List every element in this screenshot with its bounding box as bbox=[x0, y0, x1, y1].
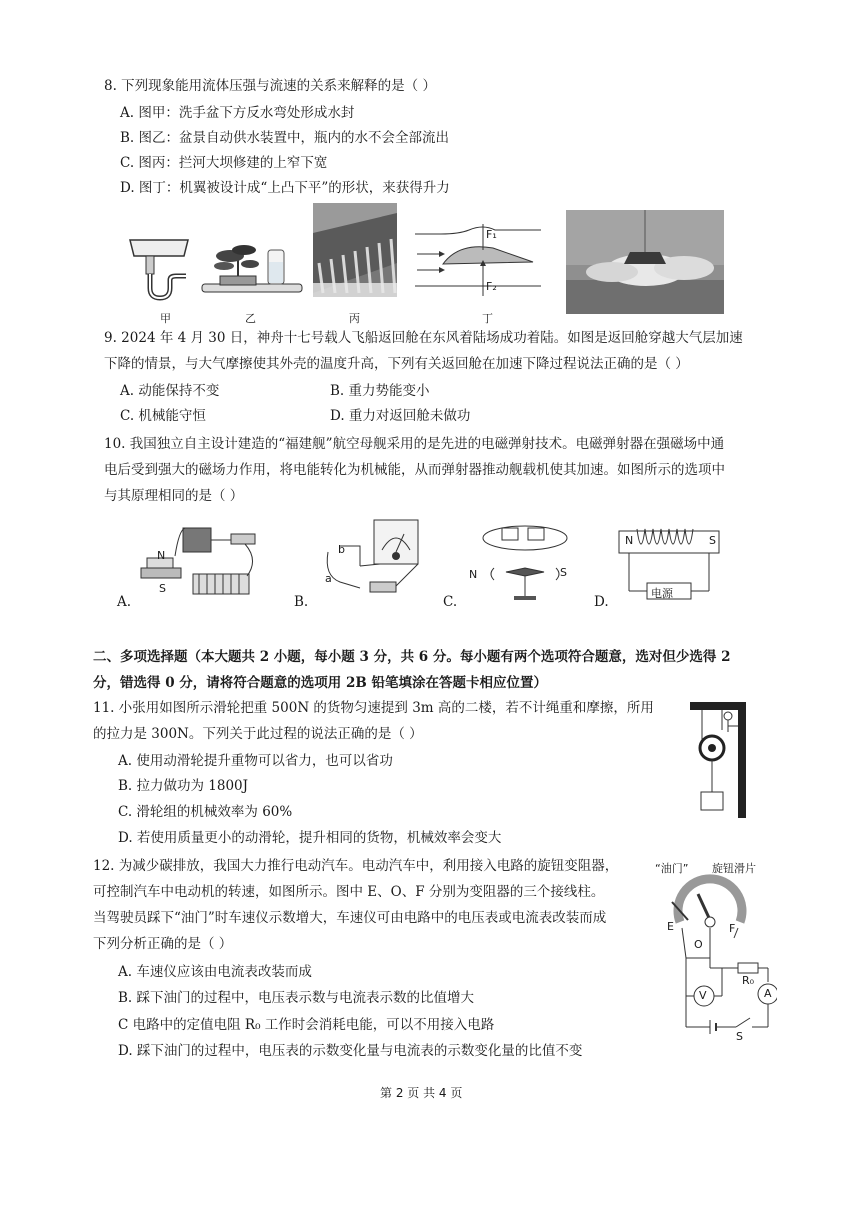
q10-stem-line1: 10. 我国独立自主设计建造的“福建舰”航空母舰采用的是先进的电磁弹射技术。电磁弹射器在强磁场中通 bbox=[104, 436, 725, 452]
return-capsule-photo bbox=[566, 210, 724, 314]
q12-stem-line4: 下列分析正确的是（ ） bbox=[93, 936, 233, 952]
q11-option-b: B. 拉力做功为 1800J bbox=[118, 778, 249, 794]
q12-option-b: B. 踩下油门的过程中，电压表示数与电流表示数的比值增大 bbox=[118, 990, 475, 1006]
q12-fig-label-r0: R₀ bbox=[742, 974, 755, 987]
q10-stem-line3: 与其原理相同的是（ ） bbox=[104, 488, 244, 504]
q10-option-b: B. bbox=[294, 594, 309, 610]
option-b-label-b: b bbox=[338, 543, 345, 556]
q10-option-d: D. bbox=[594, 594, 609, 610]
caption-yi: 乙 bbox=[245, 312, 256, 325]
q12-stem-line2: 可控制汽车中电动机的转速，如图所示。图中 E、O、F 分别为变阻器的三个接线柱。 bbox=[93, 884, 605, 900]
force-label-f1: F₁ bbox=[486, 228, 497, 241]
option-b-generator-figure bbox=[320, 516, 425, 602]
q12-fig-label-pedal: “油门” bbox=[655, 862, 689, 875]
q8-option-c: C. 图丙：拦河大坝修建的上窄下宽 bbox=[120, 155, 328, 171]
option-c-label-n: N bbox=[469, 568, 478, 581]
section2-heading-line2: 分，错选得 0 分，请将符合题意的选项用 2B 铅笔填涂在答题卡相应位置） bbox=[93, 675, 547, 691]
q8-option-b: B. 图乙：盆景自动供水装置中，瓶内的水不会全部流出 bbox=[120, 130, 450, 146]
q8-option-a: A. 图甲：洗手盆下方反水弯处形成水封 bbox=[120, 105, 355, 121]
q12-option-c: C 电路中的定值电阻 R₀ 工作时会消耗电能，可以不用接入电路 bbox=[118, 1017, 495, 1033]
q9-option-a: A. 动能保持不变 bbox=[120, 383, 220, 399]
force-label-f2: F₂ bbox=[486, 280, 497, 293]
q11-option-d: D. 若使用质量更小的动滑轮，提升相同的货物，机械效率会变大 bbox=[118, 830, 502, 846]
q12-fig-label-ammeter: A bbox=[764, 987, 772, 1000]
q12-stem-line3: 当驾驶员踩下“油门”时车速仪示数增大，车速仪可由电路中的电压表或电流表改装而成 bbox=[93, 910, 607, 926]
bonsai-bottle-figure bbox=[200, 240, 305, 300]
q10-option-a: A. bbox=[117, 594, 132, 610]
q11-option-a: A. 使用动滑轮提升重物可以省力，也可以省功 bbox=[118, 753, 393, 769]
q12-fig-label-switch: S bbox=[736, 1030, 743, 1043]
q9-option-d: D. 重力对返回舱未做功 bbox=[330, 408, 471, 424]
q12-fig-label-slider: 旋钮滑片 bbox=[712, 862, 756, 875]
q9-stem-line1: 9. 2024 年 4 月 30 日，神舟十七号载人飞船返回舱在东风着陆场成功着陆。如图是返回舱穿越大气层加速 bbox=[104, 330, 743, 346]
option-c-label-s: S bbox=[560, 566, 567, 579]
q12-fig-label-e: E bbox=[667, 920, 674, 933]
caption-bing: 丙 bbox=[349, 312, 360, 325]
q11-stem-line2: 的拉力是 300N。下列关于此过程的说法正确的是（ ） bbox=[93, 726, 423, 742]
q9-stem-line2: 下降的情景，与大气摩擦使其外壳的温度升高，下列有关返回舱在加速下降过程说法正确的是（ ） bbox=[104, 356, 689, 372]
option-d-label-n: N bbox=[625, 534, 634, 547]
q11-option-c: C. 滑轮组的机械效率为 60% bbox=[118, 804, 293, 820]
option-a-label-s: S bbox=[159, 582, 166, 595]
q8-option-d: D. 图丁：机翼被设计成“上凸下平”的形状，来获得升力 bbox=[120, 180, 450, 196]
q12-fig-label-voltmeter: V bbox=[699, 989, 707, 1002]
q9-option-b: B. 重力势能变小 bbox=[330, 383, 430, 399]
section2-heading-line1: 二、多项选择题（本大题共 2 小题，每小题 3 分，共 6 分。每小题有两个选项符合题意，选对但少选得 2 bbox=[93, 649, 731, 665]
option-a-label-n: N bbox=[157, 549, 166, 562]
q12-option-a: A. 车速仪应该由电流表改装而成 bbox=[118, 964, 312, 980]
q9-option-c: C. 机械能守恒 bbox=[120, 408, 206, 424]
q12-stem-line1: 12. 为减少碳排放，我国大力推行电动汽车。电动汽车中，利用接入电路的旋钮变阻器， bbox=[93, 858, 619, 874]
page-footer: 第 2 页 共 4 页 bbox=[380, 1086, 463, 1100]
q11-stem-line1: 11. 小张用如图所示滑轮把重 500N 的货物匀速提到 3m 高的二楼，若不计绳重和摩擦，所用 bbox=[93, 700, 654, 716]
q12-option-d: D. 踩下油门的过程中，电压表的示数变化量与电流表的示数变化量的比值不变 bbox=[118, 1043, 583, 1059]
pulley-figure bbox=[688, 700, 750, 820]
option-d-label-power: 电源 bbox=[651, 587, 673, 600]
option-b-label-a: a bbox=[325, 572, 332, 585]
option-d-label-s: S bbox=[709, 534, 716, 547]
q8-stem: 8. 下列现象能用流体压强与流速的关系来解释的是（ ） bbox=[104, 78, 436, 94]
wing-airflow-figure bbox=[413, 220, 543, 300]
q10-option-c: C. bbox=[443, 594, 458, 610]
option-c-compass-figure bbox=[470, 516, 580, 604]
caption-jia: 甲 bbox=[160, 312, 171, 325]
q12-fig-label-o: O bbox=[694, 938, 703, 951]
q12-fig-label-f: F bbox=[729, 922, 736, 935]
dam-photo bbox=[313, 203, 397, 297]
option-a-circuit-figure bbox=[135, 520, 265, 602]
rheostat-circuit-figure bbox=[652, 872, 777, 1042]
q10-stem-line2: 电后受到强大的磁场力作用，将电能转化为机械能，从而弹射器推动舰载机使其加速。如图所示的选项中 bbox=[104, 462, 725, 478]
caption-ding: 丁 bbox=[482, 312, 493, 325]
sink-trap-figure bbox=[126, 236, 196, 304]
